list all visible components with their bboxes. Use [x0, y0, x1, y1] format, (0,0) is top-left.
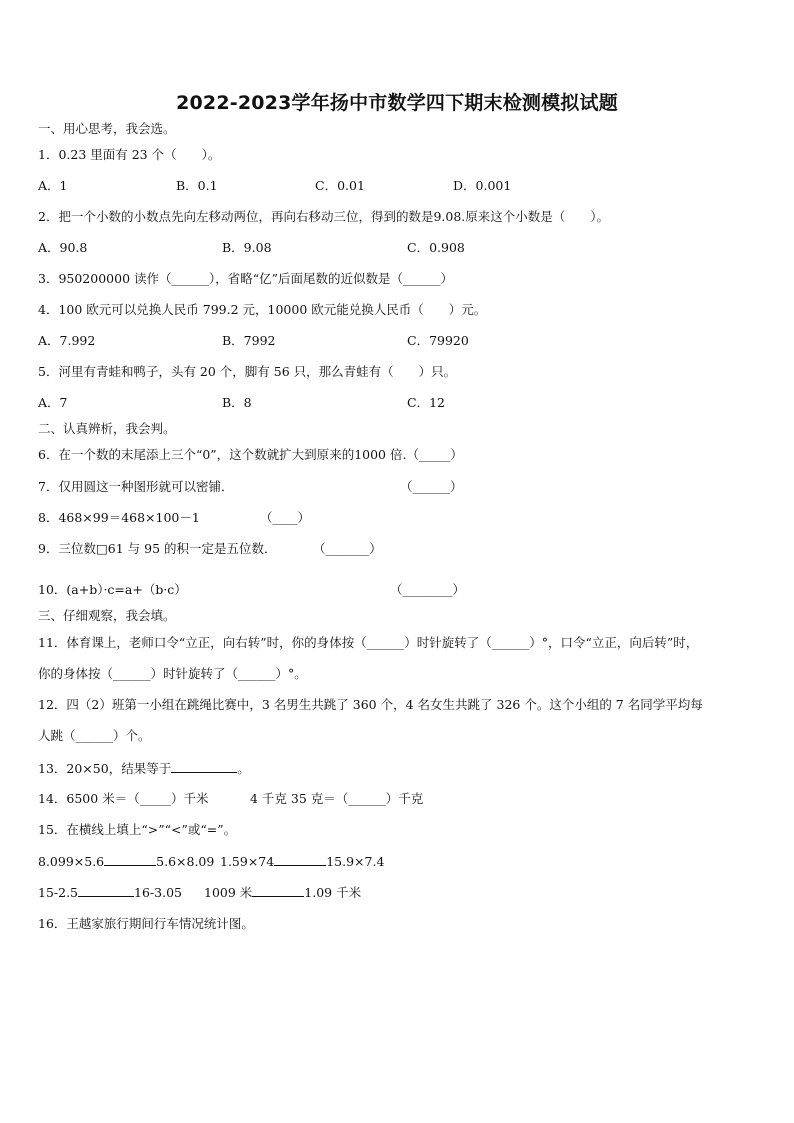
q2-option-c: C．0.908 — [407, 240, 465, 255]
question-16: 16．王越家旅行期间行车情况统计图。 — [38, 916, 254, 931]
q15-r2-right-a: 1009 米 — [204, 885, 253, 900]
q15-r1-left-b: 5.6×8.09 — [156, 854, 215, 869]
section-heading-fill: 三、仔细观察，我会填。 — [38, 608, 176, 623]
q2-option-b: B．9.08 — [222, 240, 272, 255]
q5-option-c: C．12 — [407, 395, 445, 410]
q7-answer-blank: （______） — [400, 479, 463, 494]
q10-answer-blank: （________） — [390, 582, 466, 597]
question-14-part-2: 4 千克 35 克＝（______）千克 — [250, 791, 424, 806]
question-3: 3．950200000 读作（______），省略“亿”后面尾数的近似数是（______） — [38, 271, 454, 286]
section-heading-choice: 一、用心思考，我会选。 — [38, 121, 176, 136]
q15-r1-right-a: 1.59×74 — [220, 854, 275, 869]
q1-option-d: D．0.001 — [453, 178, 512, 193]
q4-option-a: A．7.992 — [38, 333, 96, 348]
question-14-part-1: 14．6500 米＝（_____）千米 — [38, 791, 209, 806]
question-13-end: 。 — [237, 761, 250, 776]
q15-row-1-right — [220, 853, 384, 870]
q15-r1-left-a: 8.099×5.6 — [38, 854, 105, 869]
q8-answer-blank: （____） — [260, 510, 311, 525]
q2-option-a: A．90.8 — [38, 240, 88, 255]
question-7: 7．仅用圆这一种图形就可以密铺． — [38, 479, 234, 494]
section-heading-judge: 二、认真辨析，我会判。 — [38, 421, 176, 436]
q15-r1-blank-2 — [274, 853, 326, 866]
question-10: 10．(a+b）·c=a+（b·c） — [38, 582, 187, 597]
q15-r2-blank-2 — [252, 884, 304, 897]
question-4: 4．100 欧元可以兑换人民币 799.2 元，10000 欧元能兑换人民币（ ）元。 — [38, 302, 487, 317]
q5-option-a: A．7 — [38, 395, 68, 410]
question-15: 15．在横线上填上“>”“<”或“=”。 — [38, 822, 237, 837]
question-12-line-2: 人跳（______）个。 — [38, 728, 151, 743]
q5-option-b: B．8 — [222, 395, 252, 410]
q15-r2-blank-1 — [78, 884, 134, 897]
question-2: 2．把一个小数的小数点先向左移动两位，再向右移动三位，得到的数是9.08.原来这个小数是（ ）。 — [38, 209, 610, 224]
question-9: 9．三位数□61 与 95 的积一定是五位数． — [38, 541, 277, 556]
q15-r2-left-b: 16-3.05 — [134, 885, 182, 900]
q15-r2-right-b: 1.09 千米 — [304, 885, 362, 900]
question-11-line-2: 你的身体按（______）时针旋转了（______）°。 — [38, 666, 307, 681]
q13-answer-line — [171, 760, 237, 773]
question-13 — [38, 760, 250, 777]
q4-option-b: B．7992 — [222, 333, 276, 348]
q15-row-1-left — [38, 853, 214, 870]
q1-option-a: A．1 — [38, 178, 68, 193]
q1-option-c: C．0.01 — [315, 178, 365, 193]
page-title: 2022-2023学年扬中市数学四下期末检测模拟试题 — [176, 92, 618, 114]
question-1: 1．0.23 里面有 23 个（ ）。 — [38, 147, 221, 162]
q15-r1-blank-1 — [104, 853, 156, 866]
question-11-line-1: 11．体育课上，老师口令“立正，向右转”时，你的身体按（______）时针旋转了（______）°，口令“立正，向后转”时， — [38, 635, 699, 650]
q1-option-b: B．0.1 — [176, 178, 218, 193]
q15-r1-right-b: 15.9×7.4 — [326, 854, 385, 869]
q4-option-c: C．79920 — [407, 333, 469, 348]
question-12-line-1: 12．四（2）班第一小组在跳绳比赛中，3 名男生共跳了 360 个，4 名女生共跳了 326 个。这个小组的 7 名同学平均每 — [38, 697, 703, 712]
question-6: 6．在一个数的末尾添上三个“0”，这个数就扩大到原来的1000 倍.（_____） — [38, 447, 463, 462]
q15-row-2-right — [204, 884, 361, 901]
q9-answer-blank: （_______） — [313, 541, 382, 556]
q15-row-2-left — [38, 884, 182, 901]
question-8: 8．468×99＝468×100－1 — [38, 510, 200, 525]
question-13-text: 13．20×50，结果等于 — [38, 761, 172, 776]
question-5: 5．河里有青蛙和鸭子，头有 20 个，脚有 56 只，那么青蛙有（ ）只。 — [38, 364, 457, 379]
q15-r2-left-a: 15-2.5 — [38, 885, 79, 900]
